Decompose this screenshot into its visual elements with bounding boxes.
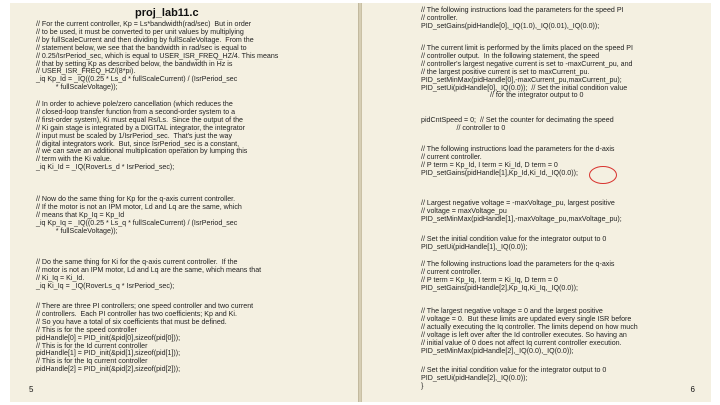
annotation-circle [589, 166, 617, 184]
code-block-ki-iq: // Do the same thing for Ki for the q-axis current controller. If the // motor is not an IPM motor, Ld and Lq are the same, which means that // Ki_Iq = Ki_Id. _iq Ki_Iq = _IQ(RoverLs_q * IsrPeriod_sec); [36, 258, 262, 290]
code-block-pid-init: // There are three PI controllers; one speed controller and two current // controllers. Each PI controller has two coefficients; Kp and Ki. // So you have a total of six coefficients that must be defined. // This is for the speed controller pidHandle[0] = PID_init(&pid[0],sizeof(pid[0])); // This is for the Id current controller pidHandle[1] = PID_init(&pid[1],sizeof(pid[1])); // This is for the Iq current controller pidHandle[2] = PID_init(&pid[2],sizeof(pid[2])); [36, 302, 254, 374]
code-block-iq-gains: // The following instructions load the parameters for the q-axis // current controller. // P term = Kp_Iq, I term = Ki_Iq, D term = 0 PID_setGains(pidHandle[2],Kp_Iq,Ki_Iq,_IQ(0.0)); [421, 260, 615, 292]
code-block-id-ui: // Set the initial condition value for the integrator output to 0 PID_setUi(pidHandle[1],_IQ(0.0)); [421, 235, 607, 251]
code-block-ki-id: // In order to achieve pole/zero cancellation (which reduces the // closed-loop transfer function from a second-order system to a // first-order system), Ki must equal Rs/Ls. Since the output of the // Ki gain stage is integrated by a DIGITAL integrator, the integrator // input must be scaled by 1/IsrPeriod_sec. That's just the way // digital integrators work. But, since IsrPeriod_sec is a constant, // we can save an additional multiplication operation by lumping this // term with the Ki value. _iq Ki_Id = _IQ(RoverLs_d * IsrPeriod_sec); [36, 100, 248, 172]
code-block-iq-limits: // The largest negative voltage = 0 and the largest positive // voltage = 0. But these limits are updated every single ISR before // actually executing the Iq controller. The limits depend on how much // voltage is left over after the Id controller executes. So having an // initial value of 0 does not affect Iq current controller execution. PID_setMinMax(pidHandle[2],_IQ(0.0),_IQ(0.0)); [421, 307, 638, 355]
code-block-kp-iq: // Now do the same thing for Kp for the q-axis current controller. // If the motor is not an IPM motor, Ld and Lq are the same, which // means that Kp_Iq = Kp_Id _iq Kp_Iq = _IQ((0.25 * Ls_q * fullScaleCurrent) / (IsrPeriod_sec * fullScaleVoltage)); [36, 195, 242, 235]
notebook [10, 3, 710, 402]
code-block-kp-id: // For the current controller, Kp = Ls*bandwidth(rad/sec) But in order // to be used, it must be converted to per unit values by multiplying // by fullScaleCurrent and then dividing by fullScaleVoltage. From the // statement below, we see that the bandwidth in rad/sec is equal to // 0.25/IsrPeriod_sec, which is equal to USER_ISR_FREQ_HZ/4. This means // that by setting Kp as described below, the bandwidth in Hz is // USER_ISR_FREQ_HZ/(8*pi). _iq Kp_Id = _IQ((0.25 * Ls_d * fullScaleCurrent) / (IsrPeriod_sec * fullScaleVoltage)); [36, 20, 279, 92]
right-page [361, 3, 711, 402]
code-block-id-gains: // The following instructions load the parameters for the d-axis // current controller. // P term = Kp_Id, I term = Ki_Id, D term = 0 PID_setGains(pidHandle[1],Kp_Id,Ki_Id,_IQ(0.0)); [421, 145, 615, 177]
code-block-speed-gains: // The following instructions load the parameters for the speed PI // controller. PID_setGains(pidHandle[0],_IQ(1.0),_IQ(0.01),_IQ(0.0)); [421, 6, 624, 30]
code-block-speed-limits: // The current limit is performed by the limits placed on the speed PI // controller output. In the following statement, the speed // controller's largest negative current is set to -maxCurrent_pu, and // the largest positive current is set to maxCurrent_pu. PID_setMinMax(pidHandle[0],-maxCurrent_pu,maxCurrent_pu); PID_setUi(pidHandle[0],_IQ(0.0)); // Set the initial condition value // for the integrator output to 0 [421, 44, 633, 100]
page-number: 5 [29, 385, 34, 394]
code-block-id-limits: // Largest negative voltage = -maxVoltage_pu, largest positive // voltage = maxVoltage_pu PID_setMinMax(pidHandle[1],-maxVoltage_pu,maxVoltage_pu); [421, 199, 622, 223]
file-title: proj_lab11.c [135, 7, 199, 19]
left-page [10, 3, 360, 402]
code-block-speed-counter: pidCntSpeed = 0; // Set the counter for decimating the speed // controller to 0 [421, 116, 614, 132]
code-block-iq-ui: // Set the initial condition value for the integrator output to 0 PID_setUi(pidHandle[2],_IQ(0.0)); } [421, 366, 607, 390]
page-number: 6 [690, 385, 695, 394]
